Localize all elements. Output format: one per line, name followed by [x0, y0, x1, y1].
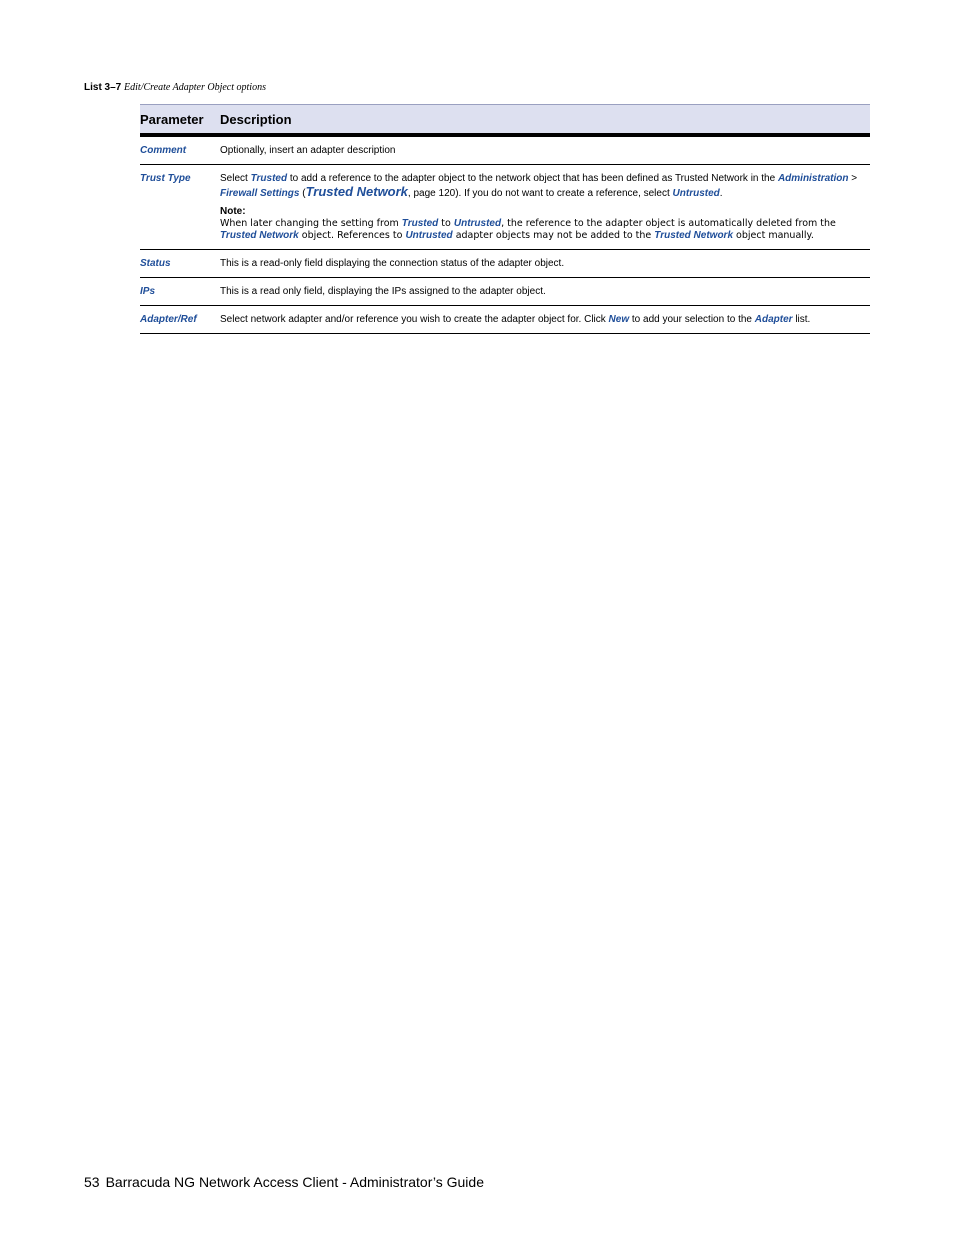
- table-row: [140, 165, 870, 250]
- note-ref-trusted-network[interactable]: Trusted Network: [220, 230, 299, 241]
- text-segment: , page 120). If you do not want to create a reference, select: [407, 188, 673, 199]
- text-segment: object. References to: [298, 230, 406, 241]
- text-segment: , the reference to the adapter object is automatically deleted from the: [501, 218, 836, 229]
- text-segment: to: [438, 218, 454, 229]
- link-new[interactable]: New: [608, 314, 630, 325]
- table-row: [140, 306, 870, 334]
- link-administration[interactable]: Administration: [777, 173, 849, 184]
- link-untrusted[interactable]: Untrusted: [672, 188, 720, 199]
- text-segment: >: [848, 173, 858, 184]
- desc-status: This is a read-only field displaying the connection status of the adapter object.: [220, 250, 870, 278]
- param-adapter-ref: Adapter/Ref: [140, 306, 220, 334]
- param-ips: IPs: [140, 278, 220, 306]
- link-trusted-network[interactable]: Trusted Network: [305, 184, 408, 199]
- table-row: [140, 250, 870, 278]
- page-footer: [84, 1174, 484, 1191]
- text-segment: list.: [792, 314, 811, 325]
- note-label: Note:: [220, 206, 246, 217]
- desc-comment: Optionally, insert an adapter description: [220, 135, 870, 165]
- note-ref-trusted[interactable]: Trusted: [401, 218, 439, 229]
- link-trusted[interactable]: Trusted: [250, 173, 288, 184]
- page-number: 53: [84, 1174, 100, 1190]
- note-text: [220, 218, 870, 242]
- footer-title: Barracuda NG Network Access Client - Administrator’s Guide: [105, 1174, 484, 1190]
- text-segment: adapter objects may not be added to the: [452, 230, 655, 241]
- param-status: Status: [140, 250, 220, 278]
- text-segment: (: [299, 188, 306, 199]
- caption-title: Edit/Create Adapter Object options: [124, 82, 266, 93]
- text-segment: Select network adapter and/or reference you wish to create the adapter object for. Click: [220, 314, 609, 325]
- header-parameter: Parameter: [140, 105, 220, 136]
- param-comment: Comment: [140, 135, 220, 165]
- note-ref-untrusted[interactable]: Untrusted: [453, 218, 502, 229]
- caption-label: List 3–7: [84, 82, 122, 93]
- note-ref-trusted-network-2[interactable]: Trusted Network: [654, 230, 734, 241]
- text-segment: to add your selection to the: [629, 314, 755, 325]
- header-description: Description: [220, 105, 870, 136]
- parameter-table: [140, 104, 870, 334]
- text-segment: .: [719, 188, 723, 199]
- text-segment: to add a reference to the adapter object to the network object that has been defined as Trusted Network in the: [287, 173, 778, 184]
- table-caption: [84, 81, 266, 94]
- text-segment: Select: [220, 173, 251, 184]
- link-adapter[interactable]: Adapter: [754, 314, 793, 325]
- desc-ips: This is a read only field, displaying the IPs assigned to the adapter object.: [220, 278, 870, 306]
- param-trust-type: Trust Type: [140, 165, 220, 250]
- desc-trust-type: [220, 165, 870, 250]
- table-header-row: [140, 105, 870, 136]
- desc-adapter-ref: [220, 306, 870, 334]
- table-row: [140, 278, 870, 306]
- link-firewall-settings[interactable]: Firewall Settings: [220, 188, 300, 199]
- table-row: [140, 135, 870, 165]
- text-segment: When later changing the setting from: [220, 218, 402, 229]
- note-ref-untrusted-2[interactable]: Untrusted: [405, 230, 453, 241]
- text-segment: object manually.: [733, 230, 814, 241]
